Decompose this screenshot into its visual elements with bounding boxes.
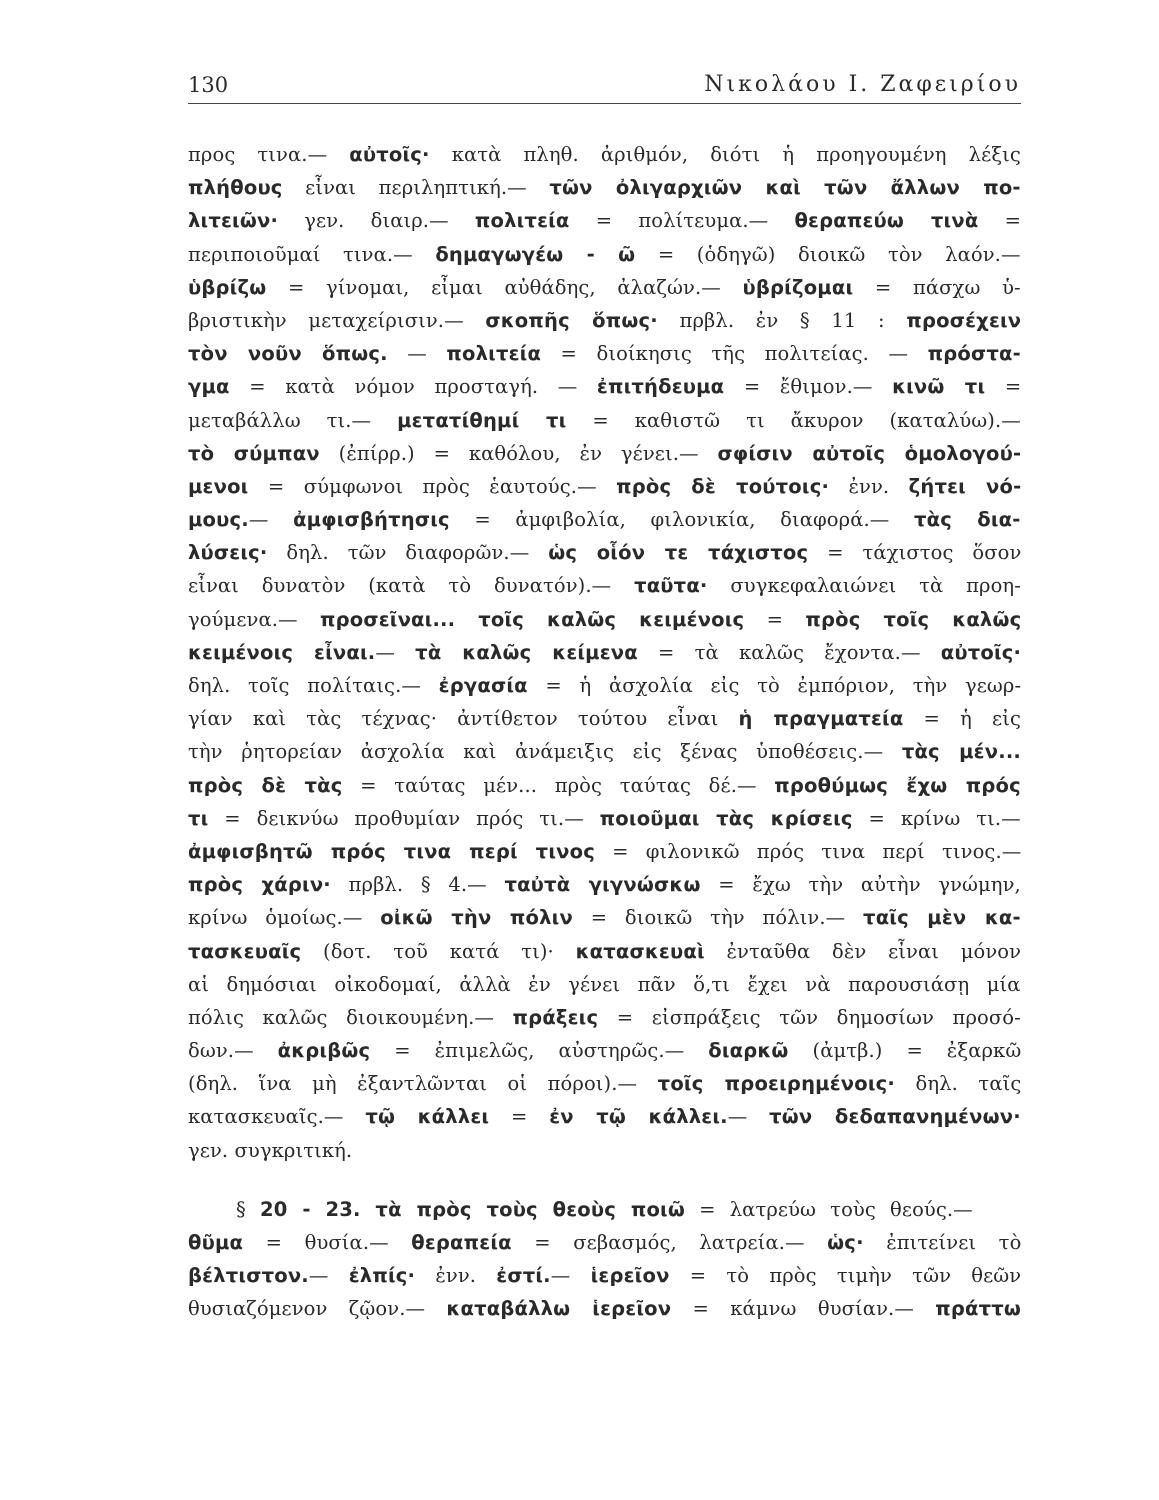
text-run: = θυσία.— <box>243 1231 412 1254</box>
text-run: = κατὰ νόμον προσταγή. — <box>229 375 597 399</box>
headword: τῶν ὀλιγαρχιῶν καὶ τῶν ἄλλων πο- <box>549 176 1021 200</box>
text-line <box>188 1134 1021 1167</box>
commentary-block-1 <box>188 138 1021 1167</box>
headword: σφίσιν αὐτοῖς ὁμολογού- <box>717 441 1021 465</box>
text-line <box>188 171 1021 204</box>
headword: πράττω <box>935 1297 1021 1321</box>
headword: κειμένοις εἶναι. <box>188 640 376 664</box>
text-run: = διοικῶ τὴν πόλιν.— <box>572 906 864 930</box>
headword: καταβάλλω ἱερεῖον <box>446 1297 672 1321</box>
text-run: = γίνομαι, εἶμαι αὐθάδης, ἀλαζών.— <box>266 275 743 299</box>
text-run: = ἔχω τὴν αὐτὴν γνώμην, <box>700 873 1021 897</box>
text-run: — <box>727 1105 770 1129</box>
text-run: γεν. διαιρ.— <box>278 209 475 233</box>
text-line <box>188 636 1021 669</box>
headword: θεραπεύω τινὰ <box>794 209 979 233</box>
headword: τὸ σύμπαν <box>188 441 320 465</box>
headword: ταὐτὰ γιγνώσκω <box>504 873 701 897</box>
text-run: = ταύτας μέν... πρὸς ταύτας δέ.— <box>342 773 775 797</box>
text-run: — <box>375 640 416 664</box>
headword: ζήτει νό- <box>908 474 1021 498</box>
text-run: ἐπιτείνει τὸ <box>863 1231 1021 1254</box>
headword: τὰς μέν... <box>901 740 1021 764</box>
text-line <box>188 735 1021 768</box>
text-line <box>188 901 1021 934</box>
text-line <box>188 968 1021 1001</box>
text-run: (ἐπίρρ.) = καθόλου, ἐν γένει.— <box>319 441 718 465</box>
text-line <box>188 802 1021 835</box>
text-line <box>188 536 1021 569</box>
headword: τοῖς προειρημένοις· <box>657 1072 896 1096</box>
text-line <box>188 569 1021 602</box>
text-run: πρβλ. ἐν § 11 : <box>657 308 907 332</box>
text-run: = φιλονικῶ πρός τινα περί τινος.— <box>594 839 1021 863</box>
text-run: περιποιοῦμαί τινα.— <box>188 242 436 266</box>
text-run: § <box>236 1197 260 1221</box>
headword: ὑβρίζομαι <box>742 275 854 299</box>
text-run: δηλ. τοῖς πολίταις.— <box>188 674 439 697</box>
text-run: αἱ δημόσιαι οἰκοδομαί, ἀλλὰ ἐν γένει πᾶν ὅ,τι ἔχει νὰ παρουσιάσῃ μία <box>188 972 1021 996</box>
page-header <box>188 70 1021 100</box>
text-line <box>188 271 1021 304</box>
headword: μετατίθημί τι <box>397 408 567 432</box>
text-line <box>188 503 1021 536</box>
text-run: πόλις καλῶς διοικουμένη.— <box>188 1005 513 1029</box>
text-run: = τάχιστος ὅσον <box>808 541 1021 565</box>
commentary-text <box>188 138 1021 1326</box>
running-title: Νικολάου Ι. Ζαφειρίου <box>704 72 1021 97</box>
headword: πρὸς χάριν· <box>188 873 331 897</box>
text-line <box>188 370 1021 403</box>
headword: κινῶ τι <box>892 375 986 399</box>
text-run: κατὰ πληθ. ἀριθμόν, διότι ἡ προηγουμένη λέξις <box>429 143 1021 166</box>
text-line <box>188 138 1021 171</box>
text-line <box>188 1001 1021 1034</box>
text-run: κρίνω ὁμοίως.— <box>188 906 381 930</box>
text-run: = διοίκησις τῆς πολιτείας. — <box>541 342 928 366</box>
text-run: (δοτ. τοῦ κατά τι)· <box>301 939 576 963</box>
text-run: = λατρεύω τοὺς θεούς.— <box>685 1197 973 1221</box>
headword: πρὸς δὲ τὰς <box>188 773 343 797</box>
text-run: = ἔθιμον.— <box>724 375 893 399</box>
text-run: = ἐπιμελῶς, αὐστηρῶς.— <box>370 1039 709 1063</box>
headword: ἐστί. <box>496 1264 551 1288</box>
text-run: = δεικνύω προθυμίαν πρός τι.— <box>208 806 600 830</box>
text-line <box>188 337 1021 370</box>
text-run: γεν. συγκριτική. <box>188 1138 353 1162</box>
headword: αὐτοῖς· <box>349 143 430 166</box>
headword: ταῦτα· <box>634 574 708 598</box>
headword: ἐπιτήδευμα <box>596 375 725 399</box>
text-run: δηλ. ταῖς <box>895 1072 1021 1096</box>
headword: βέλτιστον. <box>188 1264 309 1288</box>
text-line <box>188 404 1021 437</box>
text-run: (ἀμτβ.) = ἐξαρκῶ <box>788 1039 1021 1063</box>
text-line <box>188 868 1021 901</box>
text-line <box>188 470 1021 503</box>
headword: τὰς δια- <box>913 508 1021 532</box>
text-line <box>188 603 1021 636</box>
text-run: δων.— <box>188 1039 278 1063</box>
text-run: — <box>387 342 447 366</box>
text-line <box>188 1100 1021 1133</box>
headword: θῦμα <box>188 1231 244 1254</box>
headword: διαρκῶ <box>708 1039 789 1063</box>
text-line <box>188 1292 1021 1325</box>
text-line <box>188 835 1021 868</box>
headword: λύσεις· <box>188 541 268 565</box>
text-run: προς τινα.— <box>188 143 350 166</box>
text-run: = κρίνω τι.— <box>852 806 1021 830</box>
text-run: = <box>985 375 1021 399</box>
text-run: πρβλ. § 4.— <box>330 873 505 897</box>
headword: προσεῖναι... τοῖς καλῶς κειμένοις <box>319 607 745 631</box>
text-line <box>188 1259 1021 1292</box>
text-run: — <box>248 508 294 532</box>
headword: τὰ καλῶς κείμενα <box>415 640 638 664</box>
text-run: ἐνν. <box>829 474 909 498</box>
text-run: θυσιαζόμενον ζῷον.— <box>188 1297 447 1321</box>
text-run: = κάμνω θυσίαν.— <box>671 1297 936 1321</box>
headword: ποιοῦμαι τὰς κρίσεις <box>599 806 853 830</box>
text-run: = <box>978 209 1021 233</box>
text-run: = σεβασμός, λατρεία.— <box>511 1231 828 1254</box>
headword: τῶν δεδαπανημένων· <box>769 1105 1021 1129</box>
text-run: = σύμφωνοι πρὸς ἑαυτούς.— <box>248 474 617 498</box>
text-run: γούμενα.— <box>188 607 320 631</box>
text-run: = τὰ καλῶς ἔχοντα.— <box>637 640 941 664</box>
headword: ὑβρίζω <box>188 275 267 299</box>
text-run: μεταβάλλω τι.— <box>188 408 398 432</box>
headword: αὐτοῖς· <box>940 640 1021 664</box>
text-run: γίαν καὶ τὰς τέχνας· ἀντίθετον τούτου εἶναι <box>188 707 739 731</box>
headword: δημαγωγέω - ῶ <box>435 242 636 266</box>
text-line <box>188 769 1021 802</box>
text-run: = (ὁδηγῶ) διοικῶ τὸν λαόν.— <box>635 242 1021 266</box>
headword: μους. <box>188 508 249 532</box>
headword: πράξεις <box>512 1005 599 1029</box>
text-run: = καθιστῶ τι ἄκυρον (καταλύω).— <box>566 408 1021 432</box>
headword: ἀκριβῶς <box>277 1039 371 1063</box>
headword: γμα <box>188 375 230 399</box>
headword: ὡς οἷόν τε τάχιστος <box>548 541 809 565</box>
headword: πρόστα- <box>927 342 1021 366</box>
headword: σκοπῆς ὅπως· <box>485 308 658 332</box>
text-run: κατασκευαῖς.— <box>188 1105 366 1129</box>
text-run: = ἡ ἀσχολία εἰς τὸ ἐμπόριον, τὴν γεωρ- <box>527 674 1021 697</box>
text-run: συγκεφαλαιώνει τὰ προη- <box>707 574 1021 598</box>
text-line <box>188 1193 1021 1226</box>
text-line <box>188 669 1021 702</box>
headword: θεραπεία <box>411 1231 512 1254</box>
page-number: 130 <box>188 73 229 97</box>
headword: οἰκῶ τὴν πόλιν <box>380 906 573 930</box>
text-run: = εἰσπράξεις τῶν δημοσίων προσό- <box>598 1005 1021 1029</box>
headword: ἀμφισβήτησις <box>293 508 450 532</box>
text-line <box>188 1034 1021 1067</box>
header-rule <box>188 103 1021 104</box>
headword: ἱερεῖον <box>590 1264 670 1288</box>
text-line <box>188 702 1021 735</box>
text-line <box>188 238 1021 271</box>
text-run: = ἀμφιβολία, φιλονικία, διαφορά.— <box>449 508 914 532</box>
headword: πρὸς δὲ τούτοις· <box>616 474 830 498</box>
headword: μενοι <box>188 474 249 498</box>
headword: προθύμως ἔχω πρός <box>774 773 1021 797</box>
text-run: βριστικὴν μεταχείρισιν.— <box>188 308 486 332</box>
headword: ἡ πραγματεία <box>738 707 904 731</box>
headword: τασκευαῖς <box>188 939 302 963</box>
headword: πρὸς τοῖς καλῶς <box>805 607 1021 631</box>
text-run: — <box>550 1264 591 1288</box>
text-run: = <box>489 1105 550 1129</box>
headword: τῷ κάλλει <box>365 1105 490 1129</box>
text-run: δηλ. τῶν διαφορῶν.— <box>267 541 549 565</box>
text-run: = ἡ εἰς <box>903 707 1021 731</box>
text-line <box>188 1226 1021 1259</box>
headword: πολιτεία <box>474 209 570 233</box>
text-line <box>188 304 1021 337</box>
text-line <box>188 437 1021 470</box>
text-run: — <box>308 1264 349 1288</box>
text-run: εἶναι δυνατὸν (κατὰ τὸ δυνατόν).— <box>188 574 635 598</box>
text-run: = τὸ πρὸς τιμὴν τῶν θεῶν <box>669 1264 1021 1288</box>
headword: ἀμφισβητῶ πρός τινα περί τινος <box>188 839 595 863</box>
headword: κατασκευαὶ <box>575 939 705 963</box>
text-line <box>188 204 1021 237</box>
headword: 20 - 23. τὰ πρὸς τοὺς θεοὺς ποιῶ <box>259 1197 686 1221</box>
headword: ὡς· <box>827 1231 864 1254</box>
headword: ἐργασία <box>438 674 528 697</box>
headword: πολιτεία <box>446 342 542 366</box>
headword: προσέχειν <box>906 308 1021 332</box>
text-run: = πολίτευμα.— <box>569 209 795 233</box>
text-run: = <box>744 607 806 631</box>
headword: λιτειῶν· <box>188 209 279 233</box>
commentary-block-2 <box>188 1193 1021 1326</box>
text-run: ἐνν. <box>415 1264 497 1288</box>
headword: ἐν τῷ κάλλει. <box>549 1105 728 1129</box>
text-line <box>188 935 1021 968</box>
section-gap <box>188 1167 1021 1193</box>
text-run: (δηλ. ἵνα μὴ ἐξαντλῶνται οἱ πόροι).— <box>188 1072 658 1096</box>
text-run: = πάσχω ὑ- <box>853 275 1021 299</box>
text-line <box>188 1067 1021 1100</box>
headword: ἐλπίς· <box>348 1264 416 1288</box>
headword: τὸν νοῦν ὅπως. <box>188 342 388 366</box>
text-run: τὴν ῥητορείαν ἀσχολία καὶ ἀνάμειξις εἰς ξένας ὑποθέσεις.— <box>188 740 902 764</box>
text-run: εἶναι περιληπτική.— <box>282 176 550 200</box>
headword: τι <box>188 806 209 830</box>
headword: πλήθους <box>188 176 283 200</box>
text-run: ἐνταῦθα δὲν εἶναι μόνον <box>704 939 1021 963</box>
headword: ταῖς μὲν κα- <box>863 906 1021 930</box>
